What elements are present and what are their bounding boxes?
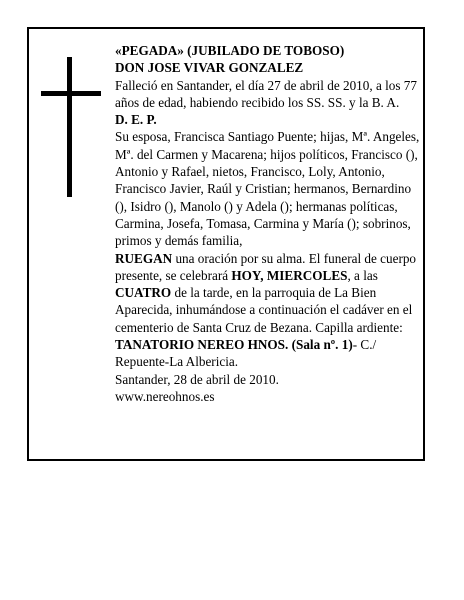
nickname-line: «PEGADA» (JUBILADO DE TOBOSO) <box>115 43 345 58</box>
website-link[interactable]: www.nereohnos.es <box>115 388 215 404</box>
time-bold: CUATRO <box>115 285 172 301</box>
request-bold: RUEGAN <box>115 250 173 266</box>
death-notice: Falleció en Santander, el día 27 de abril de 2010, a los 77 años de edad, habiendo recibido los SS. SS. y la B. A. <box>115 77 417 110</box>
cross-horizontal-bar <box>41 91 101 96</box>
request-text-1: una oración por su alma. El funeral de cuerpo presente, se celebrará <box>115 250 417 283</box>
request-text-4: - C./ Repuente-La Albericia. <box>115 337 377 370</box>
chapel-bold: TANATORIO NEREO HNOS. (Sala nº. 1) <box>115 337 353 353</box>
cross-vertical-bar <box>67 57 72 197</box>
date-line: Santander, 28 de abril de 2010. <box>115 371 279 387</box>
cross-icon <box>41 57 101 197</box>
request-text-3: de la tarde, en la parroquia de La Bien Aparecida, inhumándose a continuación el cadáver en el cementerio de Santa Cruz de Bezana. Capilla ardiente: <box>115 285 413 335</box>
day-bold: HOY, MIERCOLES <box>231 267 348 283</box>
obituary-notice <box>27 27 425 461</box>
funeral-request <box>115 250 421 371</box>
family-list: Su esposa, Francisca Santiago Puente; hijas, Mª. Angeles, Mª. del Carmen y Macarena; hijos políticos, Francisco (), Antonio y Rafael, nietos, Francisco, Loly, Antonio, Francisco Javier, Raúl y Cristian; hermanos, Bernardino (), Isidro (), Manolo () y Adela (); hermanas políticas, Carmina, Josefa, Tomasa, Carmina y María (); sobrinos, primos y demás familia, <box>115 129 420 249</box>
request-text-2: , a las <box>347 267 378 283</box>
rip-line: D. E. P. <box>115 112 157 128</box>
obituary-text <box>115 42 421 405</box>
deceased-name: DON JOSE VIVAR GONZALEZ <box>115 60 304 76</box>
